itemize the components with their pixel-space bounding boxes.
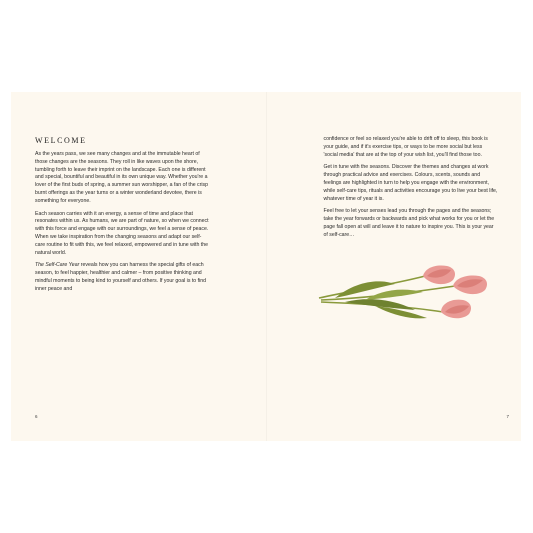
book-title-italic: The Self-Care Year [35,262,80,269]
left-paragraph-2: Each season carries with it an energy, a sense of time and place that resonates within us. As humans, we are part of nature, so when we connect with this force and engage with our surroundings, we feel a sense of peace. When we take inspiration from the changing seasons and adapt our self-care routine to fit with this, we feel relaxed, empowered and in tune with the natural world. [35,210,209,256]
tulip-flower-1 [423,265,455,284]
left-paragraph-3 [35,262,211,293]
page-number-left: 6 [35,414,38,419]
tulip-flower-2 [453,275,487,294]
tulip-leaf-3 [365,290,423,300]
left-page-body [35,151,211,299]
right-paragraph-3: Feel free to let your senses lead you through the pages and the seasons; take the year forwards or backwards and pick what works for you or let the page fall open at will and leave it to nature to inspire you. This is your year of self-care… [323,208,495,238]
right-paragraph-2: Get in tune with the seasons. Discover the themes and changes at work through practical advice and exercises. Colours, scents, sounds and feelings are highlighted in turn to help you engage with the environment, while self-care tips, rituals and activities encourage you to live your best life, whatever time of year it is. [323,164,498,202]
tulip-flower-3 [441,300,471,319]
welcome-heading: WELCOME [35,136,87,145]
left-paragraph-3-text: reveals how you can harness the special gifts of each season, to feel happier, healthier and calmer – from positive thinking and mindful moments to being kind to yourself and others. If your goal is to find inner peace and [35,262,206,292]
tulips-illustration [315,262,505,327]
left-paragraph-1: As the years pass, we see many changes and at the immutable heart of those changes are the seasons. They roll in like waves upon the shore, tumbling forth to leave their imprint on the landscape. Each one is different and special, bountiful and beautiful in its own unique way. Whether you're a lover of the first buds of spring, a summer sun worshipper, a fan of the crisp burnt offerings as the year turns or a winter wonderland devotee, there is something for everyone. [35,151,208,204]
book-spread [11,92,521,441]
right-paragraph-1: confidence or feel so relaxed you're able to drift off to sleep, this book is your guide, and if it's exercise tips, or ways to be more social but less 'social media' that are at the top of your wish list, you'll find those too. [323,136,488,158]
left-page [11,92,267,441]
page-number-right: 7 [506,414,509,419]
right-page [267,92,522,441]
right-page-body [324,136,498,245]
